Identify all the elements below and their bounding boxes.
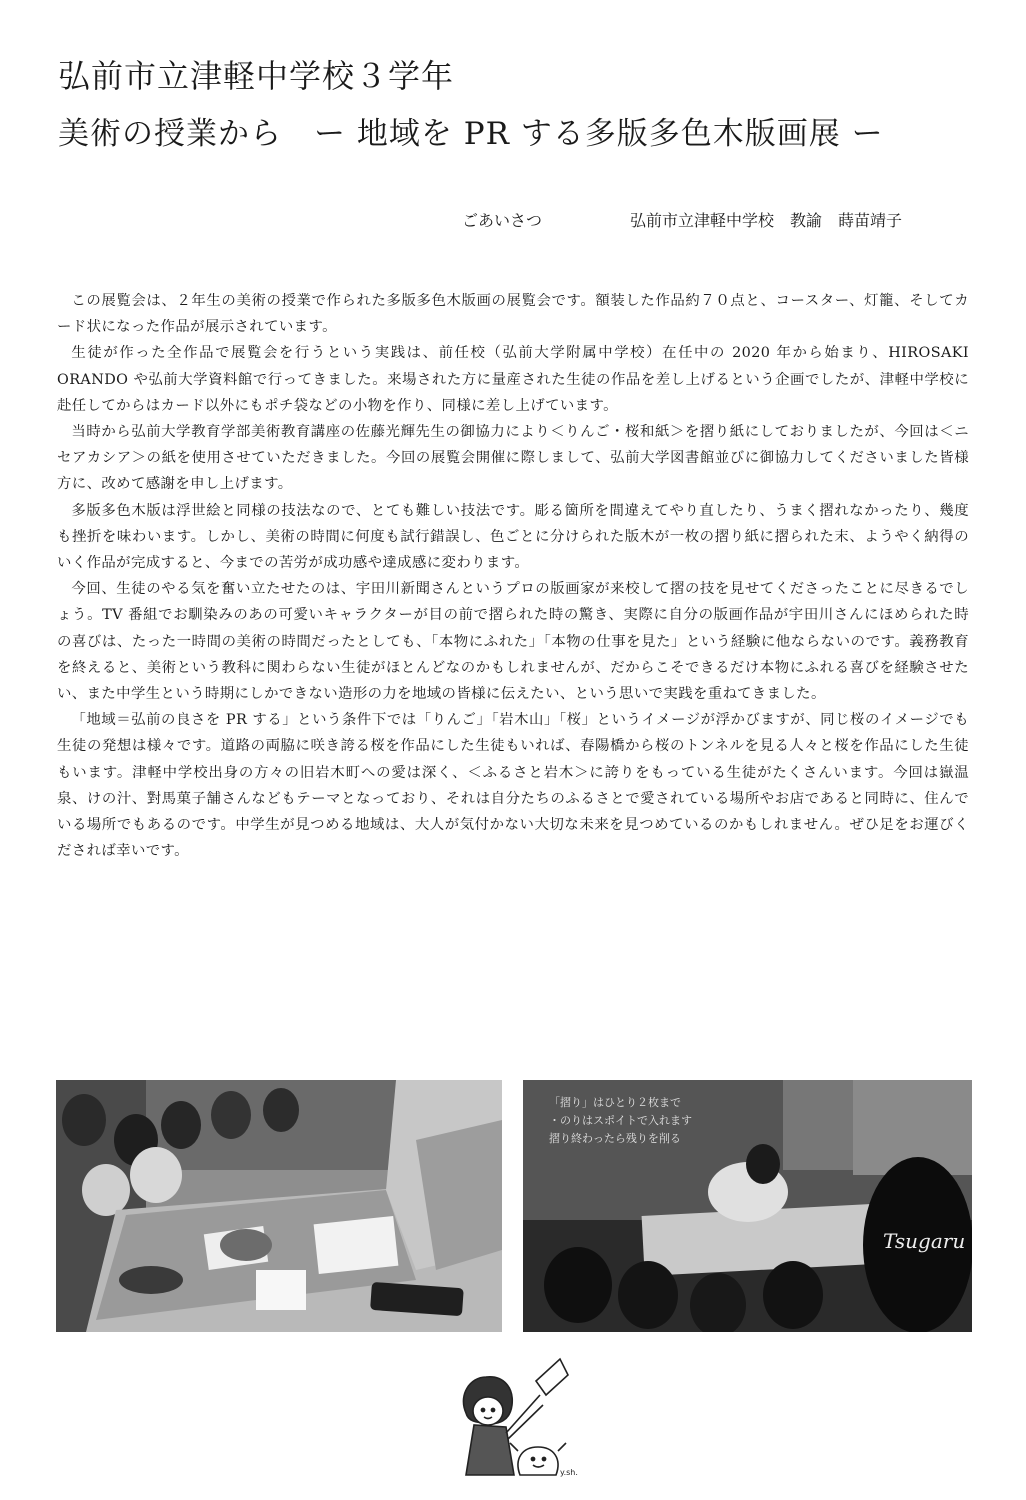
- jersey-text: Tsugaru: [883, 1229, 966, 1253]
- page-title-line1: 弘前市立津軽中学校３学年: [58, 57, 455, 95]
- greeting-label: ごあいさつ: [462, 211, 543, 230]
- mascot-signature: y.sh.: [560, 1468, 578, 1477]
- photo-classroom-chalkboard: [523, 1080, 972, 1332]
- chalkboard-writing: [549, 1094, 692, 1148]
- page-title-line2: 美術の授業から ー 地域を PR する多版多色木版画展 ー: [58, 116, 884, 152]
- paragraph-4: 多版多色木版は浮世絵と同様の技法なので、とても難しい技法です。彫る箇所を間違えてやり直したり、うまく摺れなかったり、幾度も挫折を味わいます。しかし、美術の時間に何度も試行錯誤し、色ごとに分けられた版木が一枚の摺り紙に摺られた末、ようやく納得のいく作品が完成すると、今までの苦労が成功感や達成感に変わります。: [57, 502, 969, 572]
- paragraph-5: 今回、生徒のやる気を奮い立たせたのは、宇田川新聞さんというプロの版画家が来校して摺の技を見せてくださったことに尽きるでしょう。TV 番組でお馴染みのあの可愛いキャラクターが目の前で摺られた時の驚き、実際に自分の版画作品が宇田川さんにほめられた時の喜びは、たった一時間の美術の時間だったとしても、「本物にふれた」「本物の仕事を見た」という経験に他ならないのです。義務教育を終えると、美術という教科に関わらない生徒がほとんどなのかもしれませんが、だからこそできるだけ本物にふれる喜びを経験させたい、また中学生という時期にしかできない造形の力を地域の皆様に伝えたい、という思いで実践を重ねてきました。: [57, 581, 969, 703]
- paragraph-6: 「地域＝弘前の良さを PR する」という条件下では「りんご」「岩木山」「桜」というイメージが浮かびますが、同じ桜のイメージでも生徒の発想は様々です。道路の両脇に咲き誇る桜を作品にした生徒もいれば、春陽橋から桜のトンネルを見る人々と桜を作品にした生徒もいます。津軽中学校出身の方々の旧岩木町への愛は深く、＜ふるさと岩木＞に誇りをもっている生徒がたくさんいます。今回は嶽温泉、けの汁、對馬菓子舗さんなどもテーマとなっており、それは自分たちのふるさとで愛されている場所やお店であると同時に、住んでいる場所でもあるのです。中学生が見つめる地域は、大人が気付かない大切な未来を見つめているのかもしれません。ぜひ足をお運びくだされば幸いです。: [57, 712, 969, 860]
- author-line: 弘前市立津軽中学校 教諭 蒔苗靖子: [630, 211, 903, 230]
- chalk-line-2: ・のりはスポイトで入れます: [549, 1114, 692, 1127]
- paragraph-1: この展覧会は、２年生の美術の授業で作られた多版多色木版画の展覧会です。額装した作品約７０点と、コースター、灯籠、そしてカード状になった作品が展示されています。: [57, 293, 969, 336]
- chalk-line-3: 摺り終わったら残りを削る: [549, 1132, 681, 1145]
- greeting-body: [57, 288, 969, 864]
- chalk-line-1: 「摺り」はひとり２枚まで: [549, 1096, 681, 1109]
- paragraph-3: 当時から弘前大学教育学部美術教育講座の佐藤光輝先生の御協力により＜りんご・桜和紙＞を摺り紙にしておりましたが、今回は＜ニセアカシア＞の紙を使用させていただきました。今回の展覧会開催に際しまして、弘前大学図書館並びに御協力してくださいました皆様方に、改めて感謝を申し上げます。: [57, 424, 969, 493]
- mascot-illustration: [448, 1355, 588, 1480]
- paragraph-2: 生徒が作った全作品で展覧会を行うという実践は、前任校（弘前大学附属中学校）在任中の 2020 年から始まり、HIROSAKI ORANDO や弘前大学資料館で行ってきました。来場された方に量産された生徒の作品を差し上げるという企画でしたが、津軽中学校に赴任してからはカード以外にもポチ袋などの小物を作り、同様に差し上げています。: [57, 345, 969, 414]
- photo-printmaking-table: [56, 1080, 502, 1332]
